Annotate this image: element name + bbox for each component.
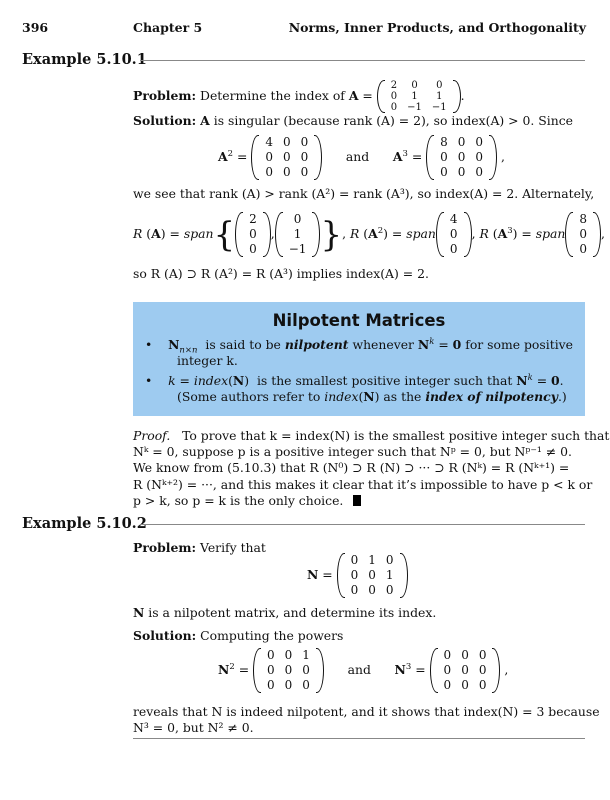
proof-line-3: We know from (5.10.3) that R (N⁰) ⊃ R (N) ⊃ ··· ⊃ R (Nᵏ) = R (Nᵏ⁺¹) =: [133, 460, 570, 475]
proof-line-1: [133, 428, 609, 443]
powers-line: $A^2$ = 4 0 0 0 0 0 0 0 0 and $A^3$ = 8 0 0 0 0 0 0 0 0 ,: [218, 135, 505, 179]
solution-text-2: Computing the powers: [200, 628, 344, 643]
solution-heading: Solution:: [133, 113, 197, 128]
N-powers-line: $N^2$ = 0 0 1 0 0 0 0 0 0 and $N^3$ = 0 0 0 0 0 0 0 0 0 ,: [218, 648, 509, 692]
solution-text: is singular (because rank (A) = 2), so index(A) > 0. Since: [213, 113, 573, 128]
vector-RA-2: [275, 212, 321, 257]
matrix-A-cell: −1: [431, 102, 447, 113]
span-word: span: [183, 226, 214, 241]
matrix-N-cell: 1: [385, 568, 394, 582]
matrix-N3-cell: 0: [461, 648, 469, 662]
solution-heading-2: Solution:: [133, 628, 197, 643]
matrix-N2-cell: 1: [302, 648, 310, 662]
matrix-A2-cell: 0: [300, 150, 309, 164]
example-label: Example 5.10.1: [22, 51, 147, 68]
matrix-N3-cell: 0: [478, 663, 487, 677]
vector-RA2-cell: 0: [449, 227, 458, 241]
matrix-A-cell: 0: [411, 80, 418, 91]
matrix-N-cell: 1: [368, 553, 376, 567]
qed-box-icon: [353, 495, 361, 506]
box-item-2-line2-a: (Some authors refer to: [177, 389, 321, 404]
matrix-A-cell: 0: [390, 91, 398, 102]
matrix-A2-cell: 4: [265, 135, 273, 149]
matrix-A2-cell: 0: [300, 135, 309, 149]
vector-RA2-cell: 0: [449, 242, 458, 256]
matrix-N3-cell: 0: [478, 678, 487, 692]
box-title: Nilpotent Matrices: [272, 311, 446, 330]
proof-line-1-text: To prove that k = index(N) is the smallest positive integer such that: [182, 428, 610, 443]
box-item-2-line2: (Some authors refer to index(N) as the index of nilpotency.): [177, 389, 567, 404]
matrix-A3-cell: 0: [440, 165, 448, 179]
matrix-A-cell: −1: [407, 102, 422, 113]
range-span-line: R (A) = span{ 2 0 0 , 0 1 −1 }, R $(A^2)$ = span 4 0 0 , R $(A^3)$ = span 8 0 0 ,: [133, 212, 605, 256]
box-item-2-end: .): [557, 389, 567, 404]
problem-heading-2: Problem:: [133, 540, 197, 555]
matrix-N2-cell: 0: [302, 678, 310, 692]
matrix-A3-cell: 0: [475, 135, 484, 149]
matrix-A3-cell: 8: [440, 135, 448, 149]
page-number: 396: [22, 20, 49, 35]
box-item-1-line2: integer k.: [177, 353, 238, 368]
seethat-line: we see that rank (A) > rank (A²) = rank (A³), so index(A) = 2. Alternately,: [133, 186, 595, 201]
proof-line-5-text: p > k, so p = k is the only choice.: [133, 493, 344, 508]
matrix-N2-cell: 0: [284, 648, 293, 662]
matrix-N2-cell: 0: [302, 663, 310, 677]
matrix-N-cell: 0: [368, 568, 376, 582]
matrix-N2-cell: 0: [284, 678, 293, 692]
matrix-N-cell: 0: [350, 583, 359, 597]
vector-RA3: [565, 212, 601, 257]
section-title: Norms, Inner Products, and Orthogonality: [288, 20, 586, 35]
term-nilpotent: nilpotent: [284, 337, 349, 352]
and-word-2: and: [347, 662, 371, 677]
box-item-2: • k = index(N) is the smallest positive integer such that $N^k = 0$.: [145, 372, 564, 388]
proof-line-4: R (Nᵏ⁺²) = ···, and this makes it clear that it’s impossible to have p < k or: [133, 477, 593, 492]
matrix-N2-cell: 0: [267, 648, 275, 662]
bottom-rule: [133, 738, 585, 739]
vector-RA-2-cell: −1: [288, 242, 307, 256]
matrix-N3-cell: 0: [443, 648, 452, 662]
vector-RA-2-cell: 1: [293, 227, 302, 241]
vector-RA-1-cell: 0: [249, 242, 257, 256]
vector-RA-2-cell: 0: [293, 212, 302, 226]
matrix-N2-cell: 0: [284, 663, 293, 677]
solution-line-2: [133, 628, 343, 643]
problem-line: Problem: Determine the index of A = 2 0 0 0 1 1 0 −1 −1 .: [133, 80, 465, 113]
matrix-N-line: N = 0 1 0 0 0 1 0 0 0: [307, 553, 408, 598]
matrix-N-cell: 0: [350, 553, 359, 567]
proof-line-5: [133, 493, 361, 508]
matrix-A-cell: 2: [390, 80, 398, 91]
matrix-N2-cell: 0: [267, 663, 275, 677]
matrix-A3-cell: 0: [475, 165, 484, 179]
vector-RA2: [436, 212, 472, 257]
matrix-N-cell: 0: [368, 583, 376, 597]
implies-line: so R (A) ⊃ R (A²) = R (A³) implies index(A) = 2.: [133, 266, 429, 281]
box-item-1-text-a: is said to be: [205, 337, 281, 352]
vector-RA2-cell: 4: [449, 212, 458, 226]
matrix-A-cell: 1: [436, 91, 443, 102]
vector-RA3-cell: 0: [579, 227, 588, 241]
example-rule-2: [140, 524, 585, 525]
matrix-A2-cell: 0: [300, 165, 309, 179]
matrix-A-cell: 0: [390, 102, 398, 113]
problem-text-2: Verify that: [200, 540, 266, 555]
matrix-A3: [426, 135, 497, 180]
matrix-A2-cell: 0: [265, 150, 273, 164]
matrix-N3: [430, 648, 501, 693]
matrix-A3-cell: 0: [457, 165, 466, 179]
problem-text: Determine the index of: [200, 88, 345, 103]
matrix-A3-cell: 0: [457, 150, 466, 164]
problem-line-2: [133, 540, 266, 555]
matrix-N-cell: 0: [385, 553, 394, 567]
matrix-N2: [253, 648, 324, 693]
matrix-A2-cell: 0: [282, 135, 291, 149]
reveal-line-1: reveals that N is indeed nilpotent, and it shows that index(N) = 3 because: [133, 704, 600, 719]
matrix-A3-cell: 0: [440, 150, 448, 164]
nilpotent-line: N is a nilpotent matrix, and determine its index.: [133, 605, 437, 620]
matrix-N3-cell: 0: [443, 678, 452, 692]
matrix-N3-cell: 0: [478, 648, 487, 662]
matrix-A2: [251, 135, 322, 180]
nilpotent-text: is a nilpotent matrix, and determine its index.: [148, 605, 437, 620]
box-item-1-text-c: for some positive: [465, 337, 573, 352]
matrix-N3-cell: 0: [443, 663, 452, 677]
example-label-2: Example 5.10.2: [22, 515, 147, 532]
matrix-A2-cell: 0: [282, 165, 291, 179]
matrix-A: [377, 80, 461, 113]
matrix-N-cell: 0: [350, 568, 359, 582]
and-word: and: [345, 149, 370, 164]
matrix-A-cell: 1: [411, 91, 418, 102]
reveal-line-2: N³ = 0, but N² ≠ 0.: [133, 720, 254, 735]
matrix-A3-cell: 0: [475, 150, 484, 164]
matrix-N3-cell: 0: [461, 663, 469, 677]
problem-heading: Problem:: [133, 88, 197, 103]
solution-line: Solution: A is singular (because rank (A) = 2), so index(A) > 0. Since: [133, 113, 573, 128]
proof-label: Proof.: [133, 428, 171, 443]
proof-line-2: Nᵏ = 0, suppose p is a positive integer such that Nᵖ = 0, but Nᵖ⁻¹ ≠ 0.: [133, 444, 572, 459]
matrix-N2-cell: 0: [267, 678, 275, 692]
box-item-1-text-b: whenever: [352, 337, 414, 352]
definition-box: [133, 302, 585, 416]
box-item-2-line2-b: as the: [383, 389, 422, 404]
vector-RA3-cell: 0: [579, 242, 588, 256]
vector-RA-1: [235, 212, 271, 257]
matrix-A2-cell: 0: [265, 165, 273, 179]
chapter-label: Chapter 5: [133, 20, 203, 35]
example-rule: [140, 60, 585, 61]
matrix-N-cell: 0: [385, 583, 394, 597]
matrix-A2-cell: 0: [282, 150, 291, 164]
vector-RA3-cell: 8: [579, 212, 588, 226]
matrix-N3-cell: 0: [461, 678, 469, 692]
matrix-N: [337, 553, 408, 598]
matrix-A3-cell: 0: [457, 135, 466, 149]
box-item-2-text: is the smallest positive integer such that: [256, 373, 513, 388]
matrix-A-cell: 0: [436, 80, 443, 91]
box-item-1: • $N_{n\times n}$ is said to be nilpotent whenever $N^k = 0$ for some positive: [145, 336, 573, 356]
vector-RA-1-cell: 2: [249, 212, 257, 226]
term-index-of-nilpotency: index of nilpotency: [425, 389, 558, 404]
vector-RA-1-cell: 0: [249, 227, 257, 241]
